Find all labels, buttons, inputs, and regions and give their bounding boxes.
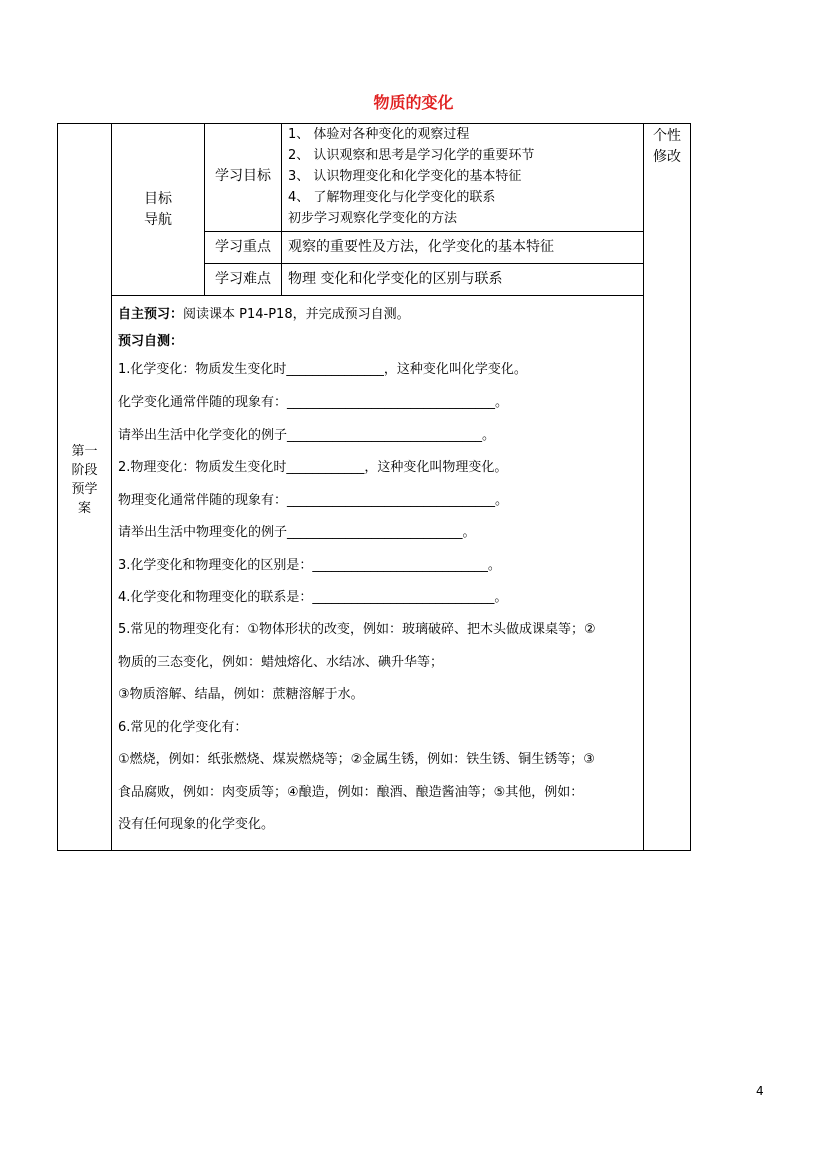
nav-label: 目标 导航 — [144, 191, 172, 228]
preview-line: 请举出生活中物理变化的例子___________________________。 — [118, 525, 476, 540]
difficulty-label: 学习难点 — [215, 271, 271, 287]
difficulty-text: 物理 变化和化学变化的区别与联系 — [288, 271, 503, 287]
preview-line: 物理变化通常伴随的现象有：________________________________。 — [118, 493, 509, 508]
preview-line: ③物质溶解、结晶，例如：蔗糖溶解于水。 — [118, 687, 364, 702]
note-label: 个性 修改 — [653, 128, 681, 165]
preview-line: 请举出生活中化学变化的例子______________________________。 — [118, 428, 496, 443]
preview-line: 2.物理变化：物质发生变化时____________，这种变化叫物理变化。 — [118, 460, 508, 475]
preview-line: 1.化学变化：物质发生变化时_______________，这种变化叫化学变化。 — [118, 362, 527, 377]
objective-item: 1、 体验对各种变化的观察过程 — [288, 127, 470, 142]
stage-label: 第一 阶段 预学 案 — [71, 444, 98, 516]
self-study-label: 自主预习： — [118, 307, 184, 322]
self-study-text: 阅读课本 P14-P18，并完成预习自测。 — [183, 307, 410, 322]
objective-item: 3、 认识物理变化和化学变化的基本特征 — [288, 169, 522, 184]
focus-label: 学习重点 — [215, 239, 271, 255]
objective-item: 2、 认识观察和思考是学习化学的重要环节 — [288, 148, 535, 163]
objective-label: 学习目标 — [215, 168, 271, 184]
objective-list — [288, 124, 642, 229]
preview-line: ①燃烧，例如：纸张燃烧、煤炭燃烧等；②金属生锈，例如：铁生锈、铜生锈等；③ — [118, 752, 595, 767]
objective-item: 初步学习观察化学变化的方法 — [288, 211, 458, 226]
page-title: 物质的变化 — [373, 93, 454, 112]
preview-line: 食品腐败，例如：肉变质等；④酿造，例如：酿酒、酿造酱油等；⑤其他，例如： — [118, 785, 584, 800]
focus-text: 观察的重要性及方法，化学变化的基本特征 — [288, 239, 554, 255]
page-number: 4 — [756, 1084, 764, 1098]
preview-line: 没有任何现象的化学变化。 — [118, 817, 275, 832]
preview-line: 5.常见的物理变化有：①物体形状的改变，例如：玻璃破碎、把木头做成课桌等；② — [118, 622, 596, 637]
objective-item: 4、 了解物理变化与化学变化的联系 — [288, 190, 496, 205]
preview-line: 物质的三态变化，例如：蜡烛熔化、水结冰、碘升华等； — [118, 655, 444, 670]
self-study-line — [118, 303, 640, 322]
preview-line: 4.化学变化和物理变化的联系是：____________________________。 — [118, 590, 508, 605]
self-test-label: 预习自测： — [118, 334, 184, 349]
preview-line: 化学变化通常伴随的现象有：________________________________。 — [118, 395, 509, 410]
preview-line: 3.化学变化和物理变化的区别是：___________________________。 — [118, 558, 501, 573]
preview-line: 6.常见的化学变化有： — [118, 720, 248, 735]
